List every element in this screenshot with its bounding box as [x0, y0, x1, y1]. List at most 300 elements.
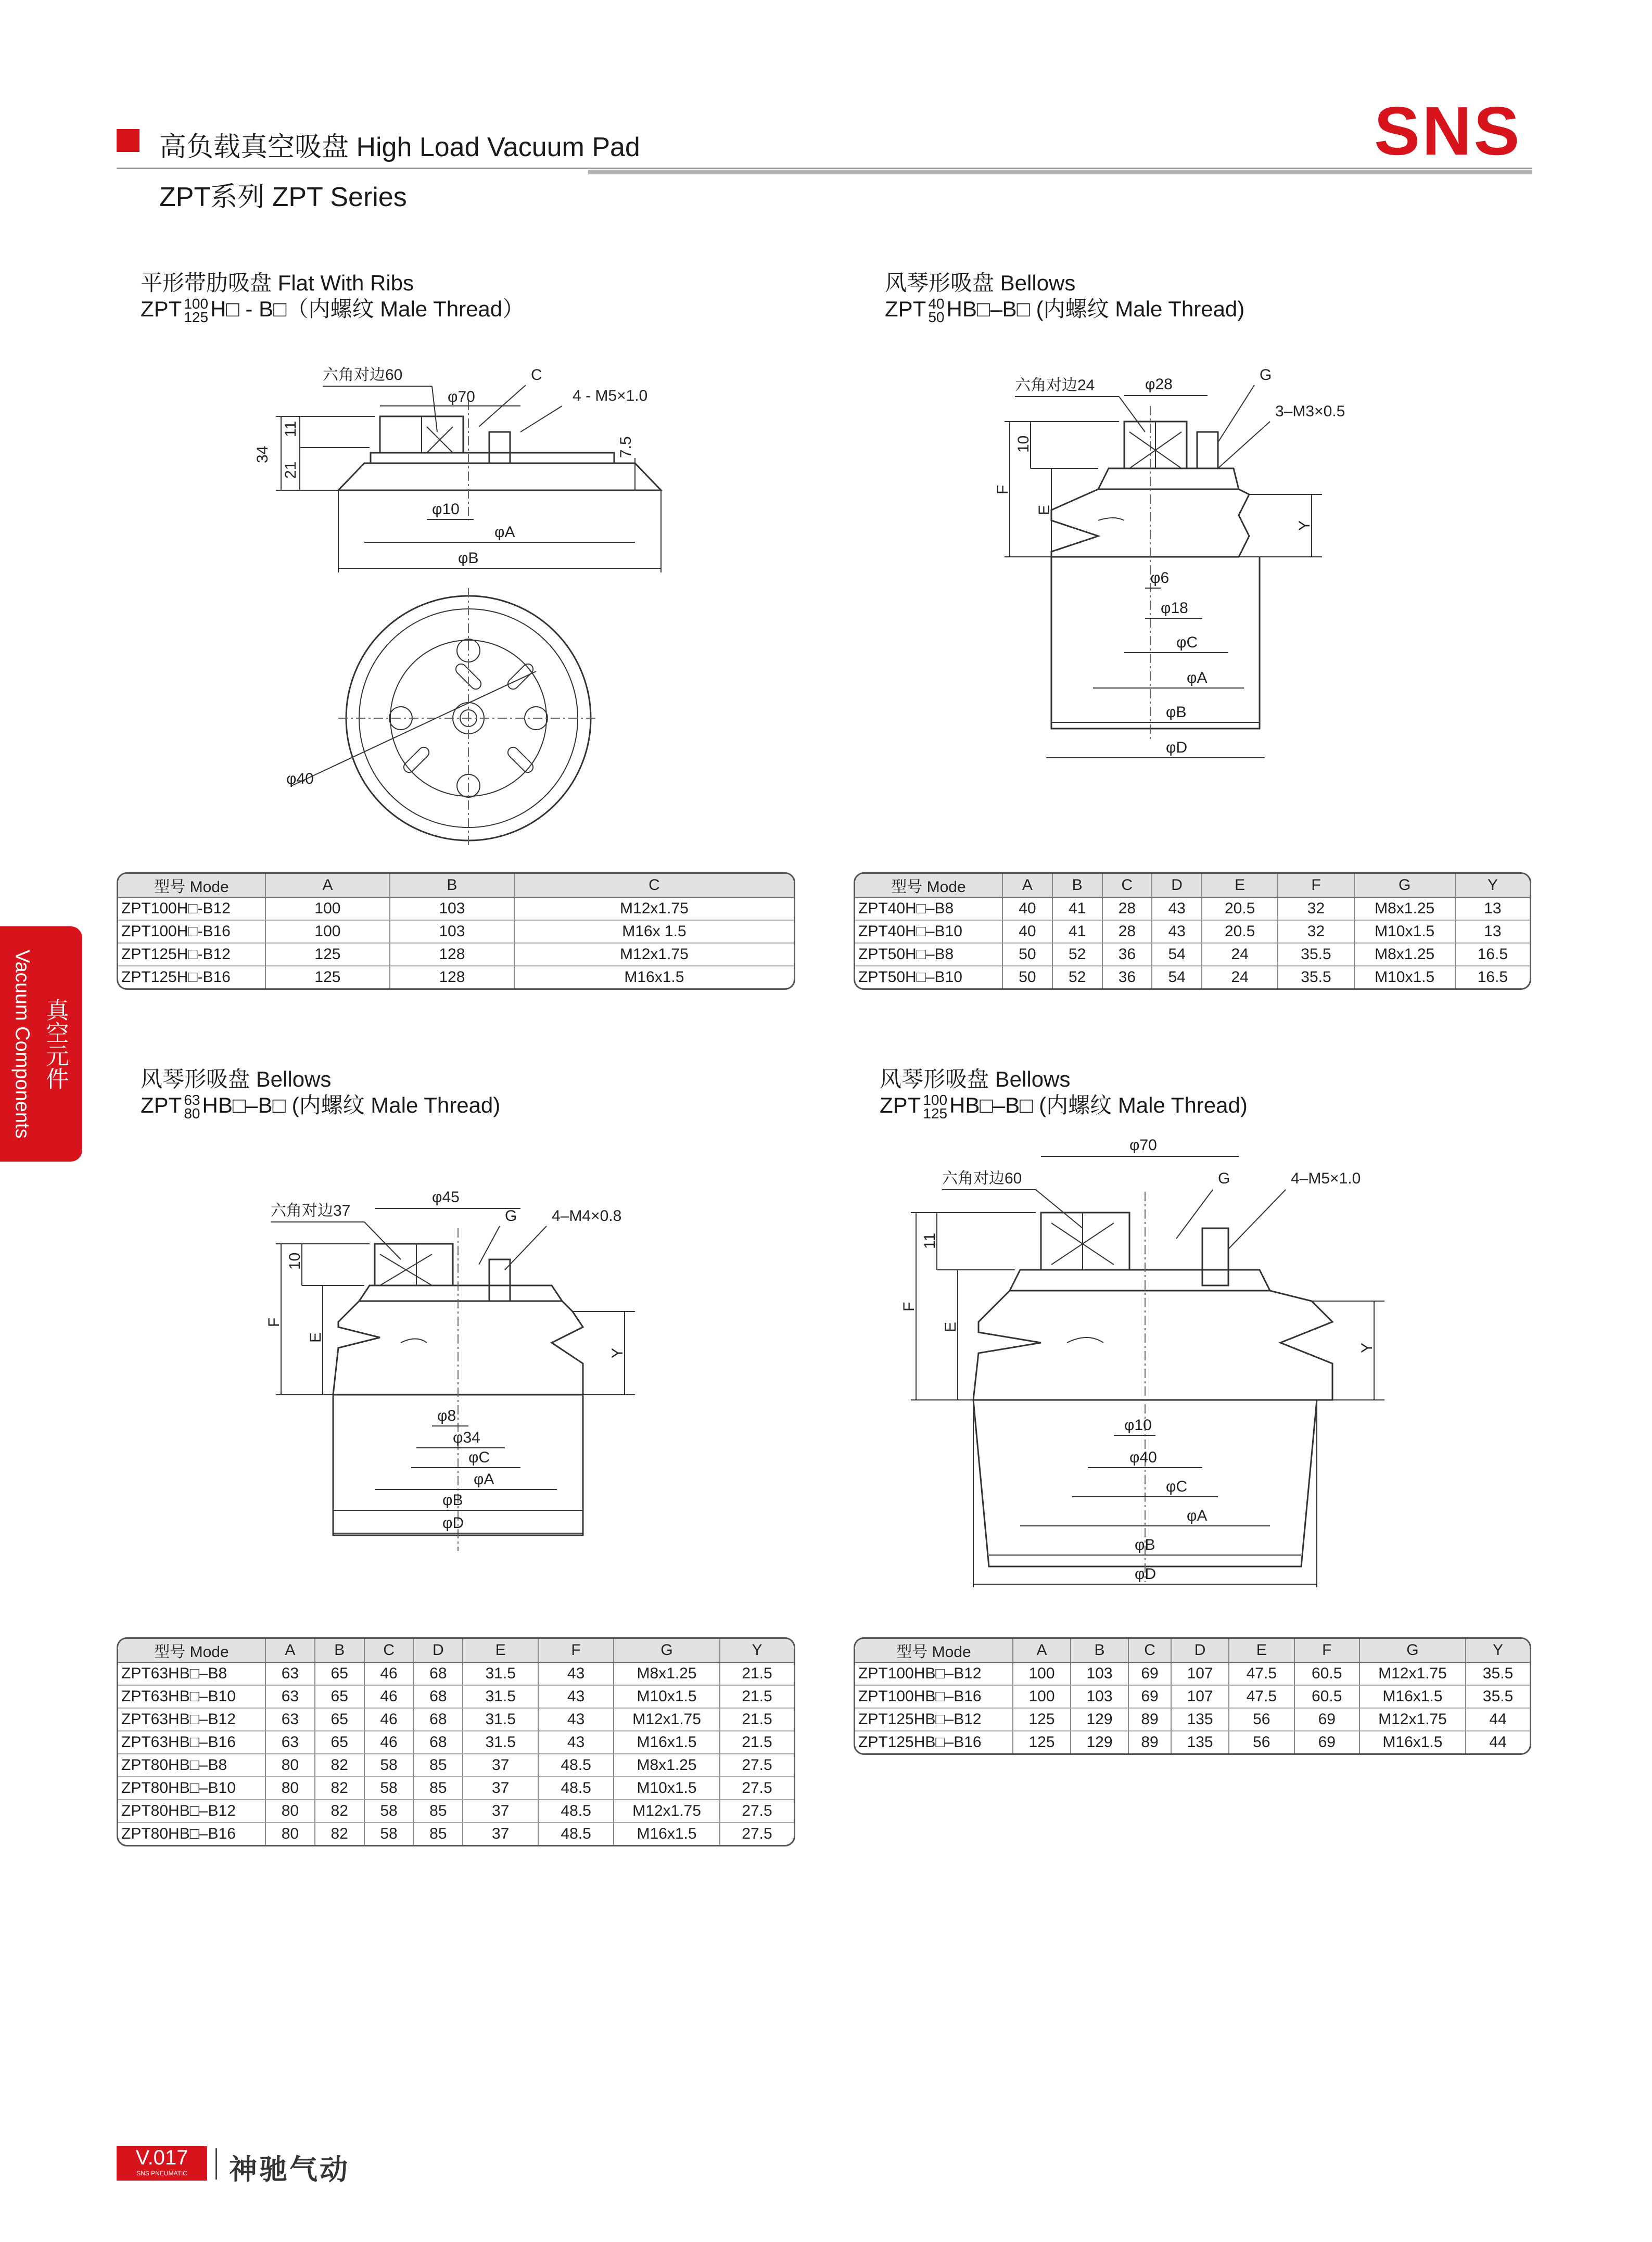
cell: 27.5 — [720, 1800, 794, 1823]
cell: 43 — [539, 1709, 614, 1731]
cell: ZPT100HB□–B16 — [855, 1686, 1013, 1709]
col-header: A — [266, 874, 390, 898]
label-phi-b: φB — [1166, 704, 1187, 721]
cell: 56 — [1229, 1709, 1294, 1731]
cell: 65 — [315, 1709, 365, 1731]
cell: 103 — [1071, 1686, 1129, 1709]
dim-y: Y — [1358, 1342, 1376, 1353]
table-row — [118, 1800, 794, 1823]
cell: 128 — [390, 944, 515, 966]
drawing-bellows-100-125 — [885, 1135, 1405, 1603]
cell: ZPT40H□–B10 — [855, 921, 1003, 944]
label-4-m4: 4–M4×0.8 — [552, 1207, 622, 1225]
col-header: G — [1355, 874, 1456, 898]
model-top: 40 — [928, 295, 945, 312]
cell: 46 — [365, 1731, 414, 1754]
cell: 52 — [1053, 966, 1103, 988]
cell: 31.5 — [463, 1663, 539, 1686]
col-header: Y — [1456, 874, 1530, 898]
side-tab-cn: 真空元件 — [42, 998, 68, 1090]
cell: ZPT63HB□–B8 — [118, 1663, 266, 1686]
cell: 37 — [463, 1823, 539, 1845]
cell: 43 — [1152, 921, 1202, 944]
label-phi45: φ45 — [432, 1189, 460, 1206]
label-phi-b: φB — [458, 550, 479, 567]
cell: M12x1.75 — [515, 944, 794, 966]
cell: 69 — [1295, 1709, 1360, 1731]
table-row — [855, 921, 1530, 944]
cell: 125 — [266, 944, 390, 966]
cell: ZPT63HB□–B10 — [118, 1686, 266, 1709]
dim-21: 21 — [282, 461, 299, 479]
dim-e: E — [1036, 504, 1053, 515]
col-header: A — [266, 1639, 315, 1663]
cell: M10x1.5 — [1355, 921, 1456, 944]
cell: 103 — [390, 898, 515, 921]
dim-f: F — [900, 1302, 918, 1311]
label-phi-b: φB — [1135, 1536, 1155, 1553]
cell: 100 — [266, 898, 390, 921]
col-header: B — [1071, 1639, 1129, 1663]
table-row — [118, 1777, 794, 1800]
cell: 50 — [1003, 966, 1053, 988]
cell: ZPT80HB□–B10 — [118, 1777, 266, 1800]
cell: 46 — [365, 1686, 414, 1709]
cell: 44 — [1489, 1734, 1507, 1751]
table-row — [855, 944, 1530, 966]
dim-e: E — [307, 1332, 324, 1343]
label-4-m5: 4–M5×1.0 — [1291, 1170, 1361, 1187]
cell: 58 — [365, 1754, 414, 1777]
cell: 103 — [390, 921, 515, 944]
col-header: A — [1013, 1639, 1071, 1663]
cell: 80 — [266, 1754, 315, 1777]
col-header: Y — [1466, 1639, 1530, 1663]
col-header: F — [1278, 874, 1354, 898]
cell: 52 — [1053, 944, 1103, 966]
cell: 31.5 — [463, 1709, 539, 1731]
label-phi-d: φD — [442, 1514, 464, 1532]
table-row — [855, 898, 1530, 921]
cell: 24 — [1202, 966, 1278, 988]
cell: M8x1.25 — [1355, 898, 1456, 921]
cell: 60.5 — [1295, 1686, 1360, 1709]
cell: ZPT40H□–B8 — [855, 898, 1003, 921]
col-header: E — [1229, 1639, 1294, 1663]
cell: M12x1.75 — [614, 1800, 720, 1823]
cell: 48.5 — [539, 1823, 614, 1845]
col-header: B — [1053, 874, 1103, 898]
cell: 50 — [1003, 944, 1053, 966]
label-phi10: φ10 — [432, 501, 460, 518]
cell: 125 — [1013, 1709, 1071, 1731]
col-header: E — [1202, 874, 1278, 898]
cell: 80 — [266, 1800, 315, 1823]
table-row — [118, 1823, 794, 1845]
cell: ZPT50H□–B10 — [855, 966, 1003, 988]
cell: 37 — [463, 1777, 539, 1800]
cell: 85 — [414, 1754, 463, 1777]
cell: 20.5 — [1202, 921, 1278, 944]
cell: 107 — [1172, 1663, 1229, 1686]
cell: 36 — [1103, 966, 1153, 988]
cell: M8x1.25 — [1355, 944, 1456, 966]
col-header: B — [315, 1639, 365, 1663]
cell: 43 — [539, 1686, 614, 1709]
table-row — [118, 898, 794, 921]
cell: 13 — [1456, 898, 1530, 921]
cell: 135 — [1172, 1731, 1229, 1753]
label-phi40: φ40 — [286, 770, 314, 787]
cell: 68 — [414, 1686, 463, 1709]
footer-separator — [215, 2148, 217, 2180]
cell: 58 — [365, 1800, 414, 1823]
label-phi34: φ34 — [453, 1429, 480, 1446]
table-row — [118, 1754, 794, 1777]
cell: 40 — [1003, 921, 1053, 944]
footer-brand: 神驰气动 — [229, 2154, 350, 2185]
cell: ZPT63HB□–B12 — [118, 1709, 266, 1731]
table-row — [855, 1663, 1530, 1686]
col-header: 型号 Mode — [118, 1639, 266, 1663]
cell: 21.5 — [720, 1663, 794, 1686]
cell: 85 — [414, 1823, 463, 1845]
dim-y: Y — [609, 1347, 626, 1358]
cell: 54 — [1152, 966, 1202, 988]
model-bottom: 125 — [184, 309, 209, 325]
model-suffix: HB□–B□ (内螺纹 Male Thread) — [949, 1093, 1248, 1117]
model-top: 100 — [184, 295, 209, 312]
col-header: F — [1295, 1639, 1360, 1663]
dim-34: 34 — [254, 445, 271, 463]
cell: 82 — [315, 1754, 365, 1777]
cell: M16x1.5 — [1360, 1731, 1466, 1753]
cell: 44 — [1466, 1709, 1530, 1731]
col-header: C — [1103, 874, 1153, 898]
label-phi10: φ10 — [1124, 1417, 1152, 1434]
model-prefix: ZPT — [885, 297, 926, 321]
label-phi70: φ70 — [1129, 1137, 1157, 1154]
label-phi8: φ8 — [437, 1407, 456, 1424]
col-header: G — [1360, 1639, 1466, 1663]
label-g: G — [1218, 1170, 1230, 1187]
cell: ZPT63HB□–B16 — [118, 1731, 266, 1754]
label-g: G — [1260, 366, 1272, 384]
cell: M8x1.25 — [614, 1754, 720, 1777]
label-phi-c: φC — [468, 1449, 490, 1466]
cell: 107 — [1172, 1686, 1229, 1709]
cell: 56 — [1229, 1731, 1294, 1753]
cell: 60.5 — [1295, 1663, 1360, 1686]
col-header: C — [515, 874, 794, 898]
col-header: D — [414, 1639, 463, 1663]
col-header: 型号 Mode — [118, 874, 266, 898]
label-phi70: φ70 — [448, 388, 475, 405]
label-phi-b: φB — [442, 1492, 463, 1509]
cell: ZPT125H□-B12 — [118, 944, 266, 966]
col-header: C — [1129, 1639, 1172, 1663]
cell: 41 — [1053, 898, 1103, 921]
cell: 85 — [414, 1800, 463, 1823]
cell: 82 — [315, 1800, 365, 1823]
table-row — [855, 1709, 1530, 1731]
cell: 35.5 — [1466, 1663, 1530, 1686]
cell: M12x1.75 — [1360, 1663, 1466, 1686]
section-2-title: 风琴形吸盘 Bellows — [885, 271, 1076, 295]
model-bottom: 80 — [184, 1105, 200, 1122]
spec-table-bellows-40-50 — [854, 872, 1531, 990]
dim-11: 11 — [921, 1232, 938, 1249]
section-1-model — [141, 295, 524, 324]
cell: M16x1.5 — [624, 969, 684, 986]
table-row — [118, 1709, 794, 1731]
cell: 21.5 — [720, 1731, 794, 1754]
model-bottom: 125 — [923, 1105, 948, 1122]
cell: 135 — [1172, 1709, 1229, 1731]
cell: 21.5 — [720, 1709, 794, 1731]
col-header: F — [539, 1639, 614, 1663]
col-header: B — [390, 874, 515, 898]
page-title: 高负载真空吸盘 High Load Vacuum Pad — [159, 132, 640, 162]
dim-y: Y — [1296, 520, 1313, 531]
label-4-m5: 4 - M5×1.0 — [573, 387, 648, 404]
page-number: V.017 — [135, 2146, 188, 2169]
cell: M12x1.75 — [614, 1709, 720, 1731]
model-top: 63 — [184, 1091, 200, 1108]
col-header: E — [463, 1639, 539, 1663]
footer-small-brand: SNS PNEUMATIC — [136, 2170, 187, 2177]
label-phi6: φ6 — [1150, 569, 1170, 587]
cell: 125 — [266, 966, 390, 988]
cell: M16x1.5 — [614, 1731, 720, 1754]
col-header: D — [1152, 874, 1202, 898]
cell: 63 — [266, 1709, 315, 1731]
label-phi-d: φD — [1166, 739, 1188, 756]
label-phi-d: φD — [1135, 1565, 1157, 1583]
cell: 63 — [266, 1686, 315, 1709]
cell: 63 — [266, 1663, 315, 1686]
col-header: D — [1172, 1639, 1229, 1663]
label-phi-a: φA — [494, 524, 515, 541]
table-row — [118, 966, 794, 988]
cell: 27.5 — [720, 1777, 794, 1800]
model-bottom: 50 — [928, 309, 945, 325]
label-hex-24: 六角对边24 — [1015, 377, 1095, 394]
dim-f: F — [265, 1317, 283, 1327]
label-phi-a: φA — [1187, 669, 1208, 686]
cell: 47.5 — [1229, 1686, 1294, 1709]
label-phi-c: φC — [1176, 634, 1198, 651]
cell: 68 — [414, 1731, 463, 1754]
cell: M16x1.5 — [1360, 1686, 1466, 1709]
cell: 100 — [266, 921, 390, 944]
section-4-title: 风琴形吸盘 Bellows — [880, 1067, 1071, 1091]
cell: 65 — [315, 1731, 365, 1754]
model-suffix: HB□–B□ (内螺纹 Male Thread) — [946, 297, 1245, 321]
cell: 46 — [365, 1709, 414, 1731]
cell: 129 — [1071, 1709, 1129, 1731]
cell: 36 — [1103, 944, 1153, 966]
col-header: 型号 Mode — [855, 1639, 1013, 1663]
section-3-title: 风琴形吸盘 Bellows — [141, 1067, 332, 1091]
cell: 82 — [315, 1823, 365, 1845]
cell: 69 — [1129, 1663, 1172, 1686]
table-row — [855, 1686, 1530, 1709]
cell: 82 — [315, 1777, 365, 1800]
section-3-model — [141, 1091, 500, 1120]
cell: 27.5 — [720, 1754, 794, 1777]
table-row — [118, 1731, 794, 1754]
cell: 125 — [1013, 1731, 1071, 1753]
cell: 46 — [365, 1663, 414, 1686]
page-number-badge — [117, 2146, 207, 2181]
cell: 80 — [266, 1777, 315, 1800]
model-prefix: ZPT — [141, 1093, 182, 1117]
cell: 89 — [1129, 1731, 1172, 1753]
cell: 20.5 — [1202, 898, 1278, 921]
cell: 43 — [1152, 898, 1202, 921]
cell: 54 — [1152, 944, 1202, 966]
col-header: A — [1003, 874, 1053, 898]
label-phi-a: φA — [474, 1471, 494, 1488]
cell: 24 — [1202, 944, 1278, 966]
header-divider-accent — [588, 170, 1532, 174]
cell: ZPT100HB□–B12 — [855, 1663, 1013, 1686]
spec-table-bellows-100-125 — [854, 1637, 1531, 1755]
header-marker — [117, 129, 139, 152]
cell: ZPT125HB□–B16 — [855, 1731, 1013, 1753]
label-3-m3: 3–M3×0.5 — [1275, 403, 1345, 420]
label-phi-c: φC — [1166, 1478, 1188, 1495]
cell: 32 — [1278, 921, 1354, 944]
table-row — [118, 944, 794, 966]
cell: 31.5 — [463, 1731, 539, 1754]
label-c: C — [531, 366, 542, 384]
table-row — [855, 966, 1530, 988]
cell: ZPT80HB□–B12 — [118, 1800, 266, 1823]
cell: 48.5 — [539, 1800, 614, 1823]
model-suffix: H□ - B□（内螺纹 Male Thread） — [210, 297, 525, 321]
cell: 128 — [390, 966, 515, 988]
cell: M16x1.5 — [614, 1823, 720, 1845]
cell: 48.5 — [539, 1754, 614, 1777]
cell: 129 — [1071, 1731, 1129, 1753]
brand-logo: SNS — [1374, 93, 1522, 169]
label-phi-a: φA — [1187, 1507, 1208, 1524]
label-phi18: φ18 — [1161, 600, 1188, 617]
label-hex-37: 六角对边37 — [271, 1202, 351, 1219]
cell: ZPT100H□-B16 — [118, 921, 266, 944]
section-2-model — [885, 295, 1244, 324]
cell: 63 — [266, 1731, 315, 1754]
table-row — [118, 1686, 794, 1709]
cell: ZPT125HB□–B12 — [855, 1709, 1013, 1731]
model-prefix: ZPT — [880, 1093, 921, 1117]
model-top: 100 — [923, 1091, 948, 1108]
cell: 100 — [1013, 1686, 1071, 1709]
side-tab-en: Vacuum Components — [11, 949, 33, 1139]
cell: 43 — [539, 1731, 614, 1754]
cell: 47.5 — [1229, 1663, 1294, 1686]
cell: M10x1.5 — [1355, 966, 1456, 988]
header-divider — [117, 168, 1532, 169]
col-header: G — [614, 1639, 720, 1663]
cell: M16x 1.5 — [515, 921, 794, 944]
dim-10: 10 — [286, 1252, 303, 1270]
cell: ZPT80HB□–B8 — [118, 1754, 266, 1777]
cell: 41 — [1053, 921, 1103, 944]
cell: 28 — [1103, 921, 1153, 944]
label-phi28: φ28 — [1145, 376, 1173, 393]
cell: 16.5 — [1477, 969, 1508, 986]
cell: 37 — [463, 1754, 539, 1777]
cell: M10x1.5 — [614, 1686, 720, 1709]
label-phi40: φ40 — [1129, 1449, 1157, 1466]
cell: 35.5 — [1278, 966, 1354, 988]
cell: 69 — [1295, 1731, 1360, 1753]
cell: 69 — [1129, 1686, 1172, 1709]
cell: 68 — [414, 1663, 463, 1686]
label-hex-60: 六角对边60 — [323, 366, 403, 384]
cell: 31.5 — [463, 1686, 539, 1709]
cell: 103 — [1071, 1663, 1129, 1686]
page-subtitle: ZPT系列 ZPT Series — [159, 182, 407, 212]
dim-11: 11 — [282, 421, 299, 437]
cell: 65 — [315, 1686, 365, 1709]
label-g: G — [505, 1207, 517, 1225]
cell: ZPT125H□-B16 — [118, 966, 266, 988]
cell: 58 — [365, 1777, 414, 1800]
side-category-tab — [0, 926, 82, 1162]
cell: 43 — [539, 1663, 614, 1686]
col-header: 型号 Mode — [855, 874, 1003, 898]
cell: 27.5 — [742, 1825, 772, 1842]
label-hex-60: 六角对边60 — [942, 1170, 1022, 1187]
section-4-model — [880, 1091, 1248, 1120]
cell: 65 — [315, 1663, 365, 1686]
model-prefix: ZPT — [141, 297, 182, 321]
cell: 28 — [1103, 898, 1153, 921]
cell: ZPT100H□-B12 — [118, 898, 266, 921]
dim-10: 10 — [1015, 435, 1032, 453]
cell: 35.5 — [1278, 944, 1354, 966]
cell: 68 — [414, 1709, 463, 1731]
dim-f: F — [994, 485, 1011, 494]
drawing-flat-with-ribs — [254, 354, 666, 854]
cell: 32 — [1278, 898, 1354, 921]
col-header: Y — [720, 1639, 794, 1663]
cell: 48.5 — [539, 1777, 614, 1800]
spec-table-flat-ribs — [117, 872, 795, 990]
cell: 37 — [463, 1800, 539, 1823]
col-header: C — [365, 1639, 414, 1663]
cell: 85 — [414, 1777, 463, 1800]
cell: M12x1.75 — [1360, 1709, 1466, 1731]
cell: ZPT80HB□–B16 — [118, 1823, 266, 1845]
cell: 80 — [266, 1823, 315, 1845]
cell: M12x1.75 — [515, 898, 794, 921]
cell: 13 — [1456, 921, 1530, 944]
cell: 35.5 — [1466, 1686, 1530, 1709]
cell: M10x1.5 — [614, 1777, 720, 1800]
cell: ZPT50H□–B8 — [855, 944, 1003, 966]
drawing-bellows-40-50 — [989, 364, 1384, 770]
table-row — [855, 1731, 1530, 1753]
dim-7-5: 7.5 — [617, 436, 634, 458]
dim-e: E — [942, 1321, 959, 1332]
table-row — [118, 921, 794, 944]
drawing-bellows-63-80 — [260, 1187, 656, 1561]
